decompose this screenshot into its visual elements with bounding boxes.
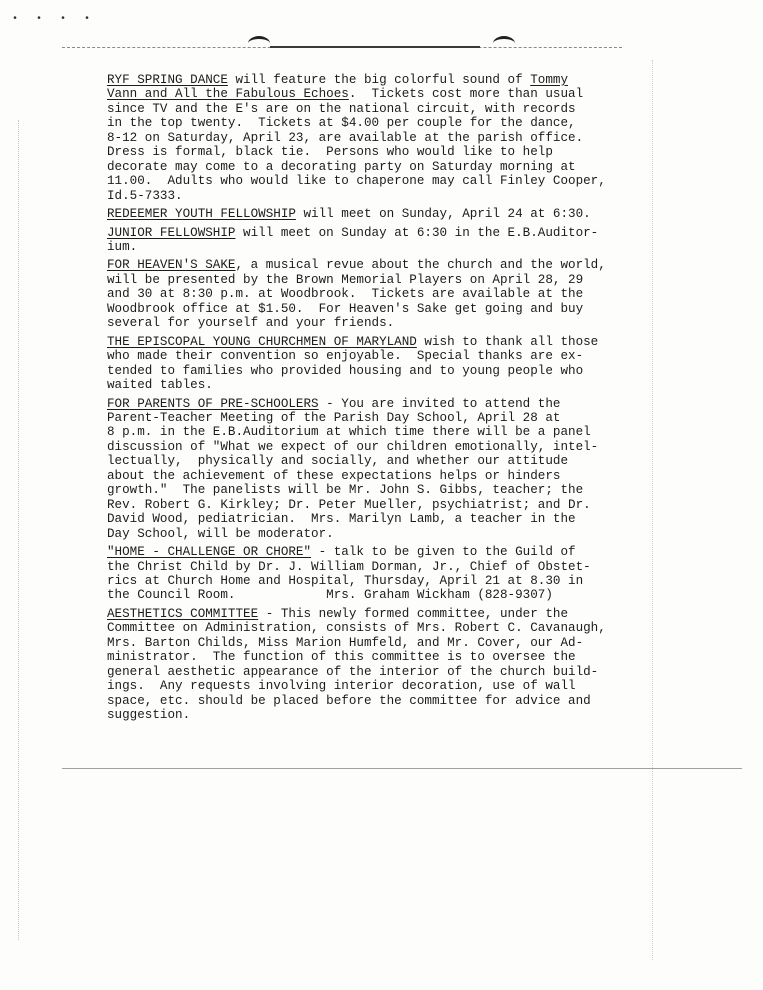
band-name-underlined: Vann and All the Fabulous Echoes: [107, 87, 349, 102]
announcement-aesthetics-committee: [107, 607, 632, 723]
right-scan-edge: [652, 60, 653, 960]
announcement-line: Parent-Teacher Meeting of the Parish Day School, April 28 at: [107, 410, 561, 425]
announcement-line: Day School, will be moderator.: [107, 526, 334, 541]
announcement-junior-fellowship: [107, 226, 632, 255]
binder-hole-mark-right: [493, 36, 515, 51]
announcement-lead-text: will feature the big colorful sound of: [227, 73, 531, 87]
announcement-line: Rev. Robert G. Kirkley; Dr. Peter Mueller, psychiatrist; and Dr.: [107, 497, 591, 512]
bulletin-text: [107, 73, 632, 726]
left-scan-edge: [18, 120, 19, 940]
announcement-line: David Wood, pediatrician. Mrs. Marilyn Lamb, a teacher in the: [107, 512, 576, 527]
announcement-lead-text: - This newly formed committee, under the: [258, 606, 569, 621]
announcement-lead-text: , a musical revue about the church and the world,: [235, 258, 606, 273]
announcement-line: Committee on Administration, consists of Mrs. Robert C. Cavanaugh,: [107, 621, 606, 636]
announcement-line: suggestion.: [107, 708, 191, 723]
announcement-line: lectually, physically and socially, and whether our attitude: [107, 454, 569, 469]
announcement-lead-text: will meet on Sunday, April 24 at 6:30.: [295, 207, 591, 222]
announcement-heading: FOR HEAVEN'S SAKE: [107, 258, 236, 273]
announcement-heading: THE EPISCOPAL YOUNG CHURCHMEN OF MARYLAND: [107, 334, 417, 349]
announcement-line: will be presented by the Brown Memorial Players on April 28, 29: [107, 272, 584, 287]
announcement-line: the Christ Child by Dr. J. William Dorman, Jr., Chief of Obstet-: [107, 559, 591, 574]
announcement-heading: FOR PARENTS OF PRE-SCHOOLERS: [107, 396, 319, 411]
announcement-line: 11.00. Adults who would like to chaperone may call Finley Cooper,: [107, 174, 606, 189]
announcement-line: growth." The panelists will be Mr. John S. Gibbs, teacher; the: [107, 483, 584, 498]
announcement-line: Id.5-7333.: [107, 188, 183, 203]
announcement-line: the Council Room. Mrs. Graham Wickham (828-9307): [107, 588, 553, 603]
announcement-lead-line: [107, 207, 632, 221]
announcement-line: since TV and the E's are on the national circuit, with records: [107, 101, 576, 116]
bottom-rule: [62, 768, 742, 769]
announcement-line: ministrator. The function of this committee is to oversee the: [107, 650, 576, 665]
announcement-line: Dress is formal, black tie. Persons who would like to help: [107, 145, 553, 160]
announcement-parents-of-pre-schoolers: [107, 397, 632, 542]
announcement-lead-text: will meet on Sunday at 6:30 in the E.B.Auditor-: [235, 225, 599, 240]
announcement-heading: AESTHETICS COMMITTEE: [107, 606, 259, 621]
announcement-line: discussion of "What we expect of our children emotionally, intel-: [107, 439, 599, 454]
top-rule-heavy: [270, 46, 480, 48]
announcement-lead-line: [107, 73, 632, 87]
announcement-line: and 30 at 8:30 p.m. at Woodbrook. Tickets are available at the: [107, 287, 584, 302]
announcement-lead-line: [107, 258, 632, 272]
announcement-line: decorate may come to a decorating party on Saturday morning at: [107, 159, 576, 174]
announcement-lead-line: [107, 226, 632, 240]
announcement-line: Mrs. Barton Childs, Miss Marion Humfeld, and Mr. Cover, our Ad-: [107, 635, 584, 650]
announcement-line: about the achievement of these expectations helps or hinders: [107, 468, 561, 483]
scan-specks: • • • •: [12, 14, 97, 25]
announcement-for-heavens-sake: [107, 258, 632, 330]
binder-hole-mark-left: [248, 36, 270, 51]
announcement-line: ings. Any requests involving interior decoration, use of wall: [107, 679, 576, 694]
announcement-lead-underlined: Tommy: [530, 73, 569, 87]
announcement-lead-text: wish to thank all those: [416, 334, 599, 349]
announcement-line: rics at Church Home and Hospital, Thursday, April 21 at 8.30 in: [107, 573, 584, 588]
announcement-lead-line: [107, 397, 632, 411]
announcement-line: Woodbrook office at $1.50. For Heaven's Sake get going and buy: [107, 301, 584, 316]
announcement-redeemer-youth-fellowship: [107, 207, 632, 221]
announcement-line: 8-12 on Saturday, April 23, are available at the parish office.: [107, 130, 584, 145]
announcement-line: Vann and All the Fabulous Echoes. Tickets cost more than usual: [107, 87, 584, 102]
announcement-home-challenge-or-chore: [107, 545, 632, 603]
announcement-line: 8 p.m. in the E.B.Auditorium at which time there will be a panel: [107, 425, 591, 440]
announcement-heading: JUNIOR FELLOWSHIP: [107, 225, 236, 240]
announcement-line: tended to families who provided housing and to young people who: [107, 363, 584, 378]
announcement-ryf-spring-dance: [107, 73, 632, 203]
announcement-line: who made their convention so enjoyable. Special thanks are ex-: [107, 349, 584, 364]
announcement-lead-line: [107, 607, 632, 621]
announcement-line: ium.: [107, 239, 138, 254]
announcement-line: general aesthetic appearance of the interior of the church build-: [107, 664, 599, 679]
announcement-episcopal-young-churchmen: [107, 335, 632, 393]
announcement-line: space, etc. should be placed before the committee for advice and: [107, 693, 591, 708]
announcement-heading: RYF SPRING DANCE: [107, 73, 228, 87]
announcement-lead-line: [107, 335, 632, 349]
announcement-heading: "HOME - CHALLENGE OR CHORE": [107, 545, 312, 560]
announcement-line: several for yourself and your friends.: [107, 316, 395, 331]
announcement-lead-text: - You are invited to attend the: [318, 396, 561, 411]
announcement-line: waited tables.: [107, 378, 213, 393]
announcement-lead-line: [107, 545, 632, 559]
announcement-line: in the top twenty. Tickets at $4.00 per couple for the dance,: [107, 116, 576, 131]
announcement-heading: REDEEMER YOUTH FELLOWSHIP: [107, 207, 296, 222]
announcement-lead-text: - talk to be given to the Guild of: [311, 545, 576, 560]
